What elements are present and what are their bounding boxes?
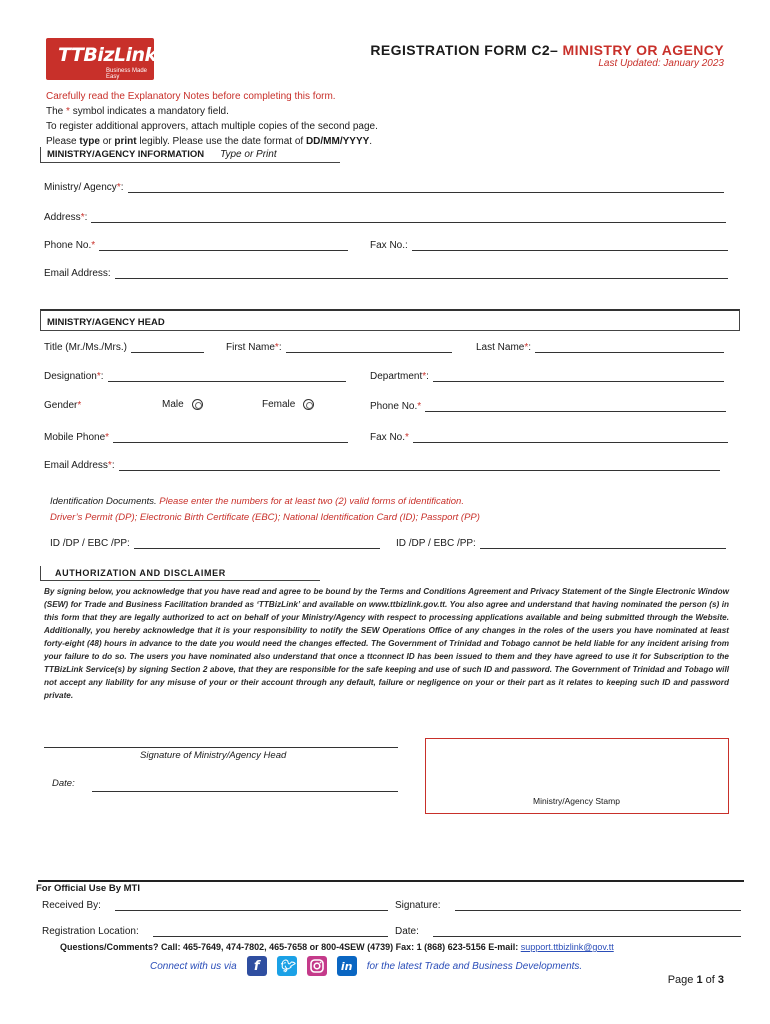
official-date-row	[395, 926, 741, 937]
registration-location-field[interactable]	[153, 927, 388, 937]
section-ministry-info-heading	[40, 147, 340, 163]
instruction-text: or	[99, 136, 115, 147]
ttbizlink-logo	[46, 38, 157, 80]
phone-field[interactable]	[99, 241, 348, 251]
official-use-heading: For Official Use By MTI	[36, 883, 140, 894]
connect-lead-text: Connect with us via	[150, 960, 237, 972]
fax-row	[370, 240, 728, 251]
first-name-row	[226, 342, 452, 353]
instruction-line-1: Carefully read the Explanatory Notes before completing this form.	[46, 91, 336, 102]
linkedin-icon[interactable]: in	[337, 956, 357, 976]
id-note-lead: Identification Documents.	[50, 496, 157, 507]
sig-date-label: Date:	[52, 778, 75, 789]
official-divider	[38, 880, 744, 882]
twitter-icon[interactable]: 🐦︎	[277, 956, 297, 976]
title-label: Title (Mr./Ms./Mrs.)	[44, 342, 127, 353]
last-updated: Last Updated: January 2023	[598, 58, 724, 69]
mobile-label: Mobile Phone*	[44, 432, 110, 443]
designation-label: Designation*:	[44, 371, 104, 382]
email-row	[44, 268, 728, 279]
last-name-field[interactable]	[535, 343, 724, 353]
last-name-row	[476, 342, 724, 353]
id-note-text: Please enter the numbers for at least two (2) valid forms of identification.	[156, 496, 464, 507]
department-row	[370, 371, 724, 382]
head-fax-label: Fax No.*	[370, 432, 409, 443]
section-heading-text: MINISTRY/AGENCY INFORMATION	[47, 149, 205, 160]
female-label: Female	[262, 399, 296, 411]
type-or-print-hint: Type or Print	[220, 149, 277, 160]
gender-male-option[interactable]	[162, 399, 203, 410]
registration-location-label: Registration Location:	[42, 926, 139, 937]
page-current: 1	[696, 974, 703, 986]
mandatory-star: *	[66, 106, 70, 117]
page-mid: of	[702, 974, 718, 986]
gender-female-option[interactable]	[262, 399, 314, 410]
instruction-text: type	[79, 136, 100, 147]
ministry-agency-field[interactable]	[128, 183, 725, 193]
official-signature-row	[395, 900, 741, 911]
instruction-text: The	[46, 106, 67, 117]
id-label-1: ID /DP / EBC /PP:	[50, 538, 130, 549]
id-field-1[interactable]	[134, 539, 380, 549]
id-note-line-2: Driver’s Permit (DP); Electronic Birth Certificate (EBC); National Identification Card (ID); Passport (PP)	[50, 512, 480, 523]
section-authorization-heading: AUTHORIZATION AND DISCLAIMER	[40, 566, 320, 581]
title-field[interactable]	[131, 343, 204, 353]
id-row-2	[396, 538, 726, 549]
sig-date-field[interactable]	[92, 791, 398, 792]
first-name-label: First Name*:	[226, 342, 282, 353]
last-name-label: Last Name*:	[476, 342, 532, 353]
form-title-accent: MINISTRY OR AGENCY	[562, 42, 724, 58]
registration-location-row	[42, 926, 388, 937]
head-phone-field[interactable]	[425, 402, 726, 412]
connect-tail-text: for the latest Trade and Business Developments.	[366, 960, 583, 972]
mobile-row	[44, 432, 348, 443]
form-title	[370, 42, 724, 58]
designation-row	[44, 371, 346, 382]
title-row	[44, 342, 204, 353]
head-email-label: Email Address*:	[44, 460, 115, 471]
id-field-2[interactable]	[480, 539, 726, 549]
head-email-row	[44, 460, 720, 471]
male-radio[interactable]	[192, 399, 203, 410]
instruction-text: .	[369, 136, 373, 147]
address-field[interactable]	[91, 213, 726, 223]
designation-field[interactable]	[108, 372, 347, 382]
official-signature-label: Signature:	[395, 900, 441, 911]
instruction-text: print	[114, 136, 137, 147]
phone-label: Phone No.*	[44, 240, 96, 251]
form-title-prefix: REGISTRATION FORM C2–	[370, 42, 563, 58]
received-by-label: Received By:	[42, 900, 101, 911]
instruction-text: Please	[46, 136, 80, 147]
social-links	[150, 956, 582, 976]
signature-field[interactable]	[44, 747, 398, 748]
instruction-text: DD/MM/YYYY	[305, 136, 370, 147]
head-phone-label: Phone No.*	[370, 401, 422, 412]
instruction-text: symbol indicates a mandatory field.	[69, 106, 229, 117]
male-label: Male	[162, 399, 184, 411]
email-label: Email Address:	[44, 268, 111, 279]
phone-row	[44, 240, 348, 251]
stamp-label: Ministry/Agency Stamp	[533, 796, 620, 806]
id-documents-note	[50, 494, 480, 526]
instruction-text: legibly. Please use the date format of	[136, 136, 306, 147]
head-fax-row	[370, 432, 728, 443]
support-email-link[interactable]: support.ttbizlink@gov.tt	[520, 942, 614, 952]
instruction-line-2	[46, 104, 378, 119]
logo-tagline: Business Made Easy	[106, 68, 148, 80]
head-email-field[interactable]	[119, 461, 720, 471]
page-total: 3	[717, 974, 724, 986]
id-row-1	[50, 538, 380, 549]
ministry-agency-label: Ministry/ Agency*:	[44, 182, 124, 193]
page-number	[668, 974, 724, 986]
email-field[interactable]	[115, 269, 728, 279]
mobile-field[interactable]	[113, 433, 348, 443]
official-signature-field[interactable]	[455, 901, 741, 911]
signature-label: Signature of Ministry/Agency Head	[140, 750, 287, 761]
fax-field[interactable]	[412, 241, 728, 251]
first-name-field[interactable]	[286, 343, 452, 353]
instagram-icon[interactable]	[307, 956, 327, 976]
disclaimer-text: By signing below, you acknowledge that you have read and agree to be bound by the Terms and Conditions Agreement and Privacy Statement of the Single Electronic Window (SEW) for Trade and Business Facilitation branded as ‘TTBizLink’ and available on www.ttbizlink.gov.tt. You also agree and understand that having nominated the person (s) in this form that they are legally authorized to act on behalf of your Ministry/Agency with respect to processing applications available and being submitted through the Website. Additionally, you hereby acknowledge that it is your responsibility to notify the SEW Operations Office of any changes in the roles of the users you have nominated at least forty-eight (48) hours in advance to the date you would need the changes effected. The Government of Trinidad and Tobago cannot be held liable for any incident arising from your failure to do so. The users you have nominated also understand that once a ttconnect ID has been issued to them and they have agreed to use it for Subscription to the TTBizLink Service(s) by signing Section 2 above, that they are responsible for the safe keeping and use of such ID and password. The Government of Trinidad and Tobago will not accept any liability for any misuse of your or their account through any default, failure or negligence on your or their part as it relates to keeping such ID and password private.	[44, 587, 729, 700]
gender-label: Gender*	[44, 400, 82, 411]
id-label-2: ID /DP / EBC /PP:	[396, 538, 476, 549]
address-row	[44, 212, 726, 223]
head-fax-field[interactable]	[413, 433, 728, 443]
contact-line	[60, 942, 614, 952]
head-phone-row	[370, 401, 726, 412]
instructions	[46, 89, 378, 149]
official-date-label: Date:	[395, 926, 419, 937]
department-label: Department*:	[370, 371, 429, 382]
address-label: Address*:	[44, 212, 88, 223]
contact-text: Questions/Comments? Call: 465-7649, 474-7802, 465-7658 or 800-4SEW (4739) Fax: 1 (868) 623-5156 E-mail:	[60, 942, 521, 952]
instruction-line-3: To register additional approvers, attach multiple copies of the second page.	[46, 121, 378, 132]
department-field[interactable]	[433, 372, 724, 382]
section-head-heading: MINISTRY/AGENCY HEAD	[40, 309, 740, 331]
official-date-field[interactable]	[433, 927, 741, 937]
ministry-agency-row	[44, 182, 724, 193]
id-note-line-1	[50, 494, 480, 510]
page-prefix: Page	[667, 974, 697, 986]
fax-label: Fax No.:	[370, 240, 408, 251]
female-radio[interactable]	[303, 399, 314, 410]
received-by-field[interactable]	[115, 901, 388, 911]
received-by-row	[42, 900, 388, 911]
logo-wordmark: TTBizLink	[58, 44, 157, 66]
facebook-icon[interactable]: f	[247, 956, 267, 976]
